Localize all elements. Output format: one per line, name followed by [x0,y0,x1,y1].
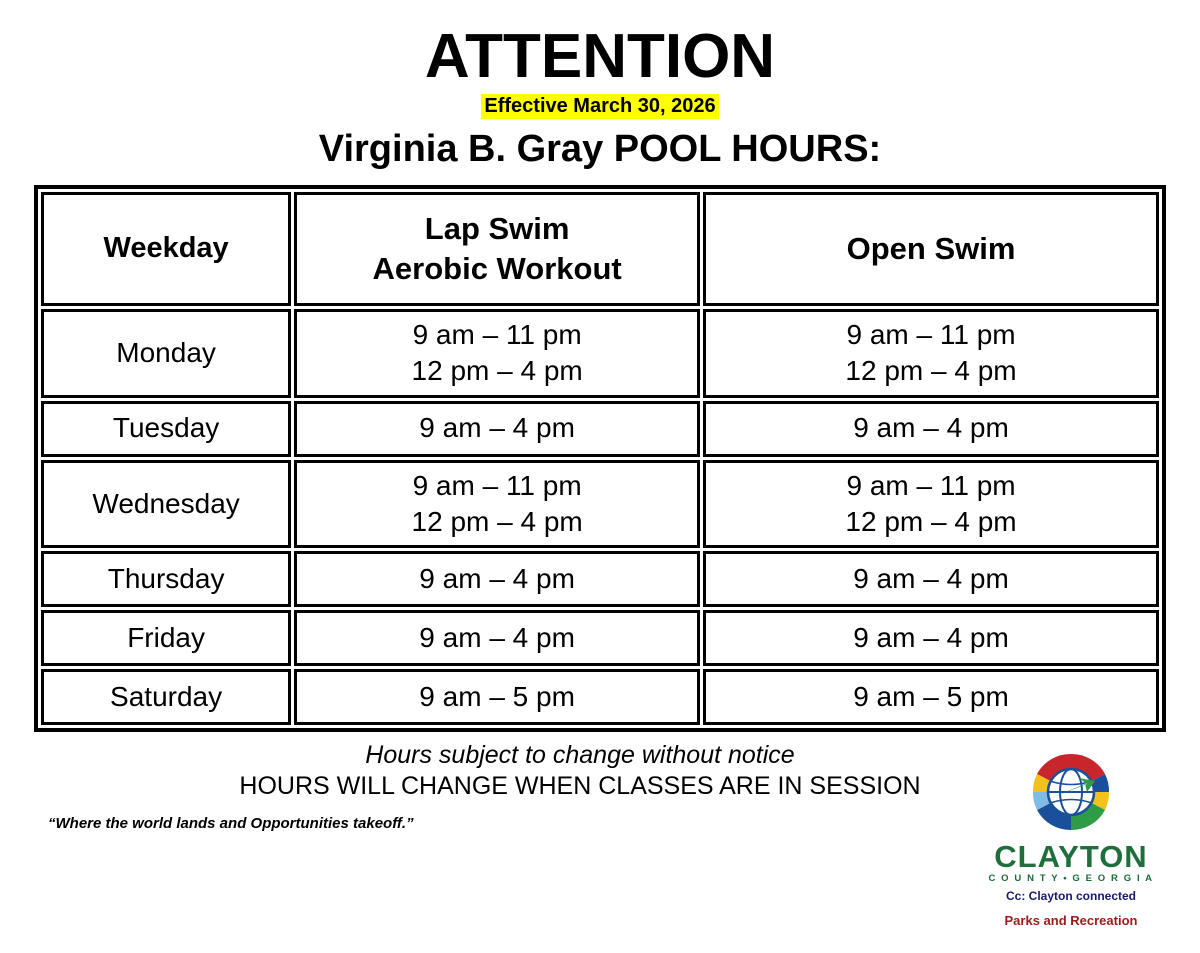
cell-open-swim [703,551,1159,607]
cell-weekday: Tuesday [41,401,291,457]
note-subject-to-change: Hours subject to change without notice [365,741,795,770]
table-row [41,551,1159,607]
cell-open-swim-line1: 9 am – 5 pm [853,681,1009,713]
cell-lap-swim-line1: 9 am – 4 pm [419,622,575,654]
cell-open-swim-line1: 9 am – 11 pm [846,469,1016,501]
cell-weekday: Thursday [41,551,291,607]
table-header-row [41,192,1159,306]
column-header-weekday: Weekday [41,192,291,306]
cell-lap-swim-line1: 9 am – 11 pm [412,469,582,501]
cell-lap-swim [294,460,700,549]
cell-open-swim-line1: 9 am – 4 pm [853,563,1009,595]
county-tagline: “Where the world lands and Opportunities takeoff.” [48,815,414,832]
page-subtitle: Virginia B. Gray POOL HOURS: [318,128,882,170]
table-row [41,610,1159,666]
logo-wordmark: CLAYTON [994,839,1148,874]
cell-lap-swim-line1: 9 am – 5 pm [419,681,575,713]
column-header-lap-swim-line2: Aerobic Workout [372,250,622,286]
cell-open-swim-line1: 9 am – 4 pm [853,412,1009,444]
cell-open-swim [703,669,1159,725]
page-title: ATTENTION [424,22,776,91]
logo-subtext: C O U N T Y • G E O R G I A [988,873,1154,884]
cell-open-swim [703,309,1159,398]
table-row [41,401,1159,457]
table-row [41,309,1159,398]
cell-open-swim-line1: 9 am – 11 pm [846,318,1016,350]
note-classes-in-session: HOURS WILL CHANGE WHEN CLASSES ARE IN SESSION [239,772,921,801]
cell-lap-swim [294,669,700,725]
table-header [41,192,1159,306]
cell-weekday: Monday [41,309,291,398]
cell-lap-swim-line1: 9 am – 11 pm [412,318,582,350]
cell-lap-swim [294,309,700,398]
effective-date-row [0,94,1200,119]
cell-open-swim-line2: 12 pm – 4 pm [845,355,1017,387]
cell-lap-swim-line2: 12 pm – 4 pm [411,505,583,537]
table-body [41,309,1159,726]
cell-lap-swim [294,401,700,457]
logo-cc-connected: Cc: Clayton connected [1005,889,1137,903]
logo-parks-and-recreation: Parks and Recreation [1004,913,1138,928]
cell-weekday: Saturday [41,669,291,725]
column-header-lap-swim [294,192,700,306]
table-row [41,669,1159,725]
table-row [41,460,1159,549]
pool-hours-table-container [34,185,1166,733]
cell-open-swim-line1: 9 am – 4 pm [853,622,1009,654]
cell-open-swim [703,401,1159,457]
globe-logo-svg [1017,748,1125,840]
cell-lap-swim-line1: 9 am – 4 pm [419,412,575,444]
cell-open-swim-line2: 12 pm – 4 pm [845,505,1017,537]
cell-open-swim [703,460,1159,549]
column-header-open-swim: Open Swim [703,192,1159,306]
cell-lap-swim [294,610,700,666]
column-header-lap-swim-line1: Lap Swim [424,211,570,247]
effective-date-highlight: Effective March 30, 2026 [481,94,718,119]
cell-lap-swim-line1: 9 am – 4 pm [419,563,575,595]
pool-hours-table [38,189,1162,729]
cell-weekday: Friday [41,610,291,666]
flyer-page [0,22,1200,953]
clayton-county-logo [976,748,1166,928]
cell-lap-swim-line2: 12 pm – 4 pm [411,355,583,387]
globe-logo-icon [1017,748,1125,840]
cell-lap-swim [294,551,700,607]
cell-open-swim [703,610,1159,666]
cell-weekday: Wednesday [41,460,291,549]
